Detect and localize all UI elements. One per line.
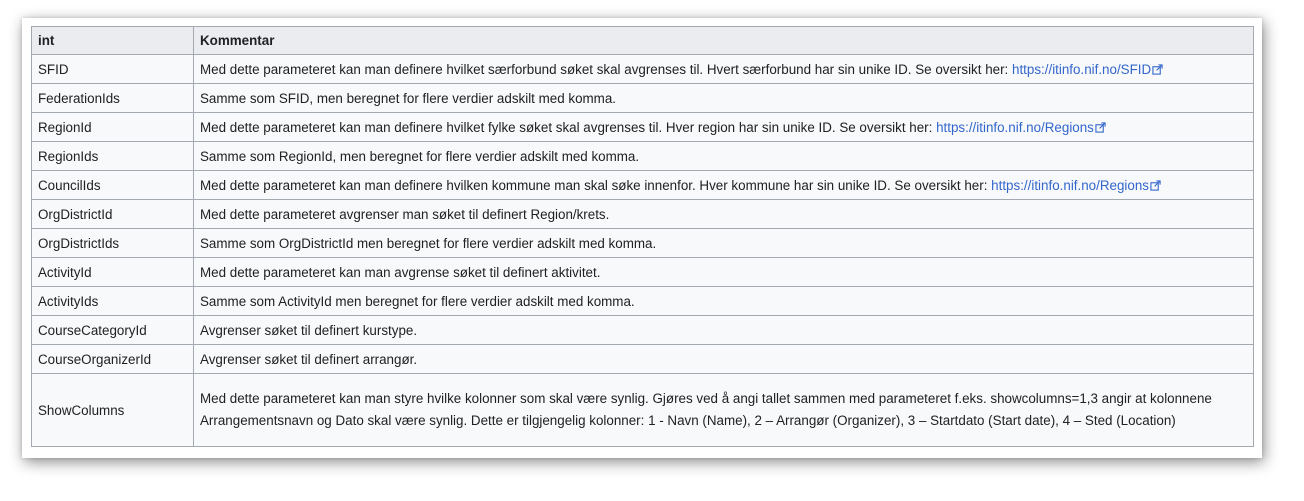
param-comment (194, 171, 1254, 200)
link-text: https://itinfo.nif.no/SFID (1012, 61, 1152, 77)
param-name: ShowColumns (32, 374, 194, 447)
param-name: CouncilIds (32, 171, 194, 200)
table-row (32, 55, 1254, 84)
table-row (32, 200, 1254, 229)
param-name: FederationIds (32, 84, 194, 113)
comment-text: Med dette parameteret kan man definere hvilket fylke søket skal avgrenses til. Hver region har sin unike ID. Se oversikt her: (200, 119, 937, 135)
table-row (32, 258, 1254, 287)
screenshot-card (22, 18, 1262, 458)
table-row (32, 142, 1254, 171)
param-comment: Avgrenser søket til definert kurstype. (194, 316, 1254, 345)
table-row (32, 84, 1254, 113)
param-comment: Avgrenser søket til definert arrangør. (194, 345, 1254, 374)
param-name: SFID (32, 55, 194, 84)
parameters-table (31, 26, 1254, 447)
param-name: RegionId (32, 113, 194, 142)
table-row (32, 374, 1254, 447)
param-name: OrgDistrictIds (32, 229, 194, 258)
param-comment: Med dette parameteret kan man styre hvilke kolonner som skal være synlig. Gjøres ved å angi tallet sammen med parameteret f.eks. showcolumns=1,3 angir at kolonnene Arrangementsnavn og Dato skal være synlig. Dette er tilgjengelig kolonner: 1 - Navn (Name), 2 – Arrangør (Organizer), 3 – Startdato (Start date), 4 – Sted (Location) (194, 374, 1254, 447)
table-row (32, 287, 1254, 316)
comment-text: Med dette parameteret kan man definere hvilken kommune man skal søke innenfor. Hver kommune har sin unike ID. Se oversikt her: (200, 177, 992, 193)
param-comment: Med dette parameteret kan man avgrense søket til definert aktivitet. (194, 258, 1254, 287)
param-comment: Samme som SFID, men beregnet for flere verdier adskilt med komma. (194, 84, 1254, 113)
external-link-icon (1095, 122, 1106, 133)
param-name: CourseOrganizerId (32, 345, 194, 374)
comment-text: Med dette parameteret kan man definere hvilket særforbund søket skal avgrenses til. Hvert særforbund har sin unike ID. Se oversikt her: (200, 61, 1012, 77)
param-comment: Samme som ActivityId men beregnet for flere verdier adskilt med komma. (194, 287, 1254, 316)
column-header-kommentar: Kommentar (194, 27, 1254, 55)
param-name: ActivityIds (32, 287, 194, 316)
table-row (32, 316, 1254, 345)
param-comment (194, 55, 1254, 84)
external-link-icon (1152, 64, 1163, 75)
param-comment (194, 113, 1254, 142)
table-row (32, 229, 1254, 258)
table-row (32, 171, 1254, 200)
param-comment: Samme som OrgDistrictId men beregnet for flere verdier adskilt med komma. (194, 229, 1254, 258)
link-text: https://itinfo.nif.no/Regions (936, 119, 1094, 135)
param-comment: Samme som RegionId, men beregnet for flere verdier adskilt med komma. (194, 142, 1254, 171)
external-link[interactable] (991, 178, 1161, 193)
link-text: https://itinfo.nif.no/Regions (991, 177, 1149, 193)
param-name: ActivityId (32, 258, 194, 287)
column-header-int: int (32, 27, 194, 55)
table-header-row (32, 27, 1254, 55)
param-name: RegionIds (32, 142, 194, 171)
param-comment: Med dette parameteret avgrenser man søket til definert Region/krets. (194, 200, 1254, 229)
table-row (32, 113, 1254, 142)
param-name: OrgDistrictId (32, 200, 194, 229)
table-row (32, 345, 1254, 374)
param-name: CourseCategoryId (32, 316, 194, 345)
external-link[interactable] (1012, 62, 1163, 77)
external-link-icon (1150, 180, 1161, 191)
external-link[interactable] (936, 120, 1106, 135)
